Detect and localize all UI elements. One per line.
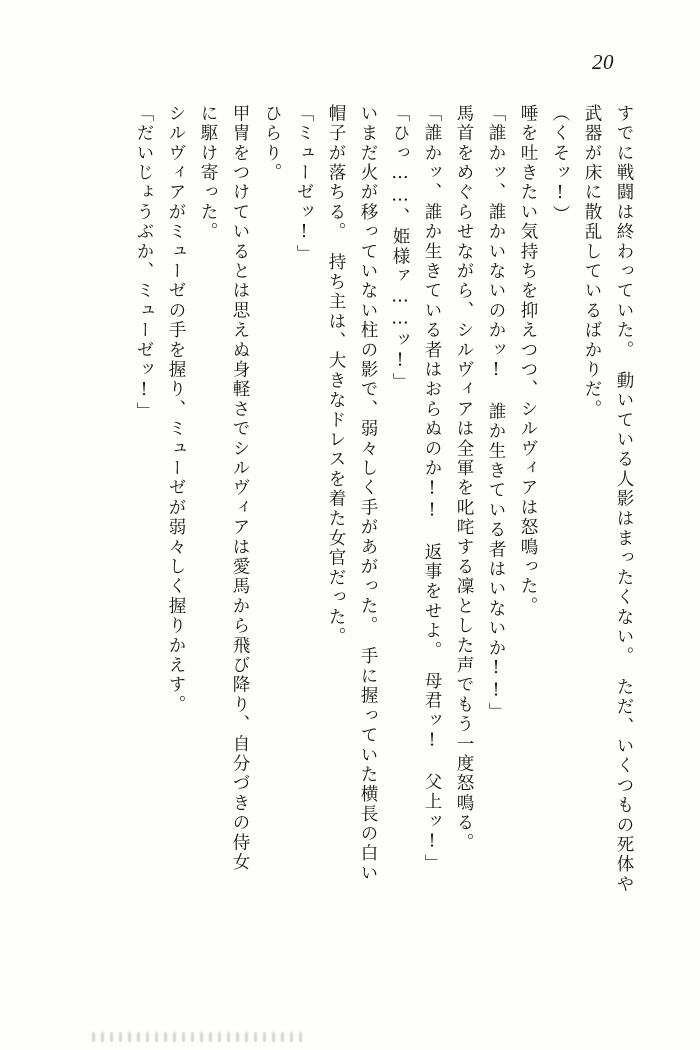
text-column: 帽子が落ちる。 持ち主は、大きなドレスを着た女官だった。: [326, 104, 346, 647]
text-column: 馬首をめぐらせながら、シルヴィアは全軍を叱咤する凜とした声でもう一度怒鳴る。: [454, 104, 474, 853]
text-column: 武器が床に散乱しているばかりだ。: [582, 104, 602, 420]
text-column: 「誰かッ、誰か生きている者はおらぬのか!! 返事をせよ。 母君ッ! 父上ッ!」: [422, 104, 442, 874]
text-column: 「誰かッ、誰かいないのかッ! 誰か生きている者はいないか!!」: [486, 104, 506, 723]
text-column: いまだ火が移っていない柱の影で、弱々しく手があがった。 手に握っていた横長の白い: [358, 104, 378, 884]
text-column: 「ミューゼッ!」: [294, 104, 314, 265]
text-column: すでに戦闘は終わっていた。 動いている人影はまったくない。 ただ、いくつもの死体や: [614, 104, 634, 895]
text-column: 「ひっ……、姫様ァ……ッ!」: [390, 104, 410, 393]
scan-artifact: [92, 1032, 302, 1042]
vertical-text-block: [60, 104, 632, 984]
text-column: 「だいじょうぶか、ミューゼッ!」: [134, 104, 154, 422]
text-column: （くそッ!）: [550, 104, 570, 225]
text-column: 甲冑をつけているとは思えぬ身軽さでシルヴィアは愛馬から飛び降り、自分づきの侍女: [230, 104, 250, 873]
text-column: に駆け寄った。: [198, 104, 218, 242]
text-column: シルヴィアがミューゼの手を握り、ミューゼが弱々しく握りかえす。: [166, 104, 186, 715]
page-number: 20: [592, 50, 614, 74]
text-column: 唾を吐きたい気持ちを抑えつつ、シルヴィアは怒鳴った。: [518, 104, 538, 617]
text-column: ひらり。: [262, 104, 282, 183]
